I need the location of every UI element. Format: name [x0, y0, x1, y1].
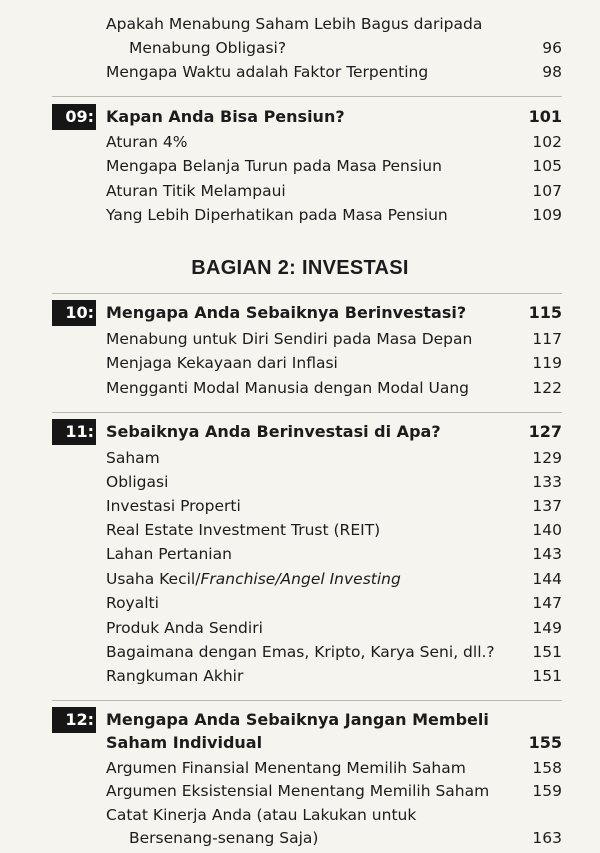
chapter-heading[interactable] [0, 710, 600, 730]
divider [52, 293, 562, 294]
chapter-title: Kapan Anda Bisa Pensiun? [106, 107, 345, 126]
toc-entry[interactable] [0, 378, 600, 398]
toc-entry-title-italic: Franchise/Angel Investing [200, 570, 401, 588]
toc-entry[interactable] [0, 132, 600, 152]
toc-page-number: 115 [528, 303, 562, 322]
toc-page-number: 143 [532, 545, 562, 563]
toc-page-number: 129 [532, 449, 562, 467]
chapter-title: Sebaiknya Anda Berinvestasi di Apa? [106, 422, 441, 441]
toc-page-number: 122 [532, 379, 562, 397]
toc-page-number: 151 [532, 643, 562, 661]
toc-entry[interactable] [0, 805, 600, 825]
chapter-number-badge: 10: [52, 300, 96, 326]
toc-entry-title: Aturan Titik Melampaui [106, 182, 286, 200]
toc-page-number: 147 [532, 594, 562, 612]
chapter-title: Saham Individual [106, 733, 263, 752]
chapter-number-badge: 11: [52, 419, 96, 445]
toc-entry-title: Mengapa Belanja Turun pada Masa Pensiun [106, 157, 442, 175]
toc-page-number: 119 [532, 354, 562, 372]
toc-entry[interactable] [0, 156, 600, 176]
toc-page-number: 117 [532, 330, 562, 348]
toc-page-number: 102 [532, 133, 562, 151]
toc-page-number: 163 [532, 829, 562, 847]
chapter-heading-continued[interactable] [0, 733, 600, 753]
chapter-heading[interactable] [0, 422, 600, 442]
toc-entry-title: Mengganti Modal Manusia dengan Modal Uang [106, 379, 470, 397]
part-heading: BAGIAN 2: INVESTASI [191, 257, 409, 279]
toc-entry[interactable] [0, 569, 600, 589]
toc-page-number: 96 [542, 39, 562, 57]
toc-page-number: 140 [532, 521, 562, 539]
toc-entry-title: Lahan Pertanian [106, 545, 232, 563]
toc-entry[interactable] [0, 593, 600, 613]
toc-entry-title: Obligasi [106, 473, 169, 491]
toc-entry-continued[interactable] [0, 828, 600, 848]
toc-entry[interactable] [0, 520, 600, 540]
toc-entry[interactable] [0, 353, 600, 373]
toc-entry-title: Catat Kinerja Anda (atau Lakukan untuk [106, 806, 417, 824]
toc-entry-title: Real Estate Investment Trust (REIT) [106, 521, 381, 539]
toc-entry-title: Aturan 4% [106, 133, 188, 151]
toc-entry-title: Bagaimana dengan Emas, Kripto, Karya Seni, dll.? [106, 643, 495, 661]
toc-entry[interactable] [0, 666, 600, 686]
toc-entry-title: Mengapa Waktu adalah Faktor Terpenting [106, 63, 429, 81]
toc-entry[interactable] [0, 62, 600, 82]
toc-page-number: 159 [532, 782, 562, 800]
chapter-number-badge: 12: [52, 707, 96, 733]
toc-page-number: 98 [542, 63, 562, 81]
toc-page-number: 105 [532, 157, 562, 175]
chapter-title: Mengapa Anda Sebaiknya Jangan Membeli [106, 710, 489, 729]
toc-entry-title: Saham [106, 449, 160, 467]
toc-entry-title: Yang Lebih Diperhatikan pada Masa Pensiun [106, 206, 448, 224]
toc-entry[interactable] [0, 642, 600, 662]
toc-entry[interactable] [0, 781, 600, 801]
toc-entry-title: Menabung Obligasi? [129, 39, 287, 57]
toc-entry[interactable] [0, 496, 600, 516]
toc-page-number: 155 [528, 733, 562, 752]
divider [52, 700, 562, 701]
toc-page-number: 151 [532, 667, 562, 685]
toc-page-number: 133 [532, 473, 562, 491]
toc-page-number: 127 [528, 422, 562, 441]
chapter-number-badge: 09: [52, 104, 96, 130]
toc-entry-title-part: Usaha Kecil/ [106, 570, 201, 588]
toc-entry[interactable] [0, 758, 600, 778]
divider [52, 412, 562, 413]
toc-entry-title [106, 569, 401, 589]
toc-entry[interactable] [0, 618, 600, 638]
toc-entry[interactable] [0, 14, 600, 34]
toc-page-number: 149 [532, 619, 562, 637]
toc-entry-title: Investasi Properti [106, 497, 241, 515]
toc-entry-title: Royalti [106, 594, 159, 612]
toc-page-number: 144 [532, 570, 562, 588]
toc-entry[interactable] [0, 181, 600, 201]
toc-page-number: 107 [532, 182, 562, 200]
toc-entry-title: Menabung untuk Diri Sendiri pada Masa Depan [106, 330, 473, 348]
chapter-heading[interactable] [0, 107, 600, 127]
toc-page-number: 109 [532, 206, 562, 224]
toc-entry-title: Rangkuman Akhir [106, 667, 244, 685]
toc-entry[interactable] [0, 329, 600, 349]
toc-entry-title: Bersenang-senang Saja) [129, 829, 319, 847]
toc-entry[interactable] [0, 544, 600, 564]
toc-entry[interactable] [0, 205, 600, 225]
toc-entry-title: Menjaga Kekayaan dari Inflasi [106, 354, 338, 372]
toc-entry[interactable] [0, 448, 600, 468]
toc-entry-title: Produk Anda Sendiri [106, 619, 263, 637]
toc-page-number: 158 [532, 759, 562, 777]
toc-entry-continued[interactable] [0, 38, 600, 58]
toc-entry-title: Argumen Finansial Menentang Memilih Saham [106, 759, 466, 777]
divider [52, 96, 562, 97]
toc-entry[interactable] [0, 472, 600, 492]
toc-page-number: 137 [532, 497, 562, 515]
toc-entry-title: Argumen Eksistensial Menentang Memilih Saham [106, 782, 490, 800]
toc-entry-title: Apakah Menabung Saham Lebih Bagus daripada [106, 15, 483, 33]
toc-page-number: 101 [528, 107, 562, 126]
chapter-title: Mengapa Anda Sebaiknya Berinvestasi? [106, 303, 467, 322]
chapter-heading[interactable] [0, 303, 600, 323]
